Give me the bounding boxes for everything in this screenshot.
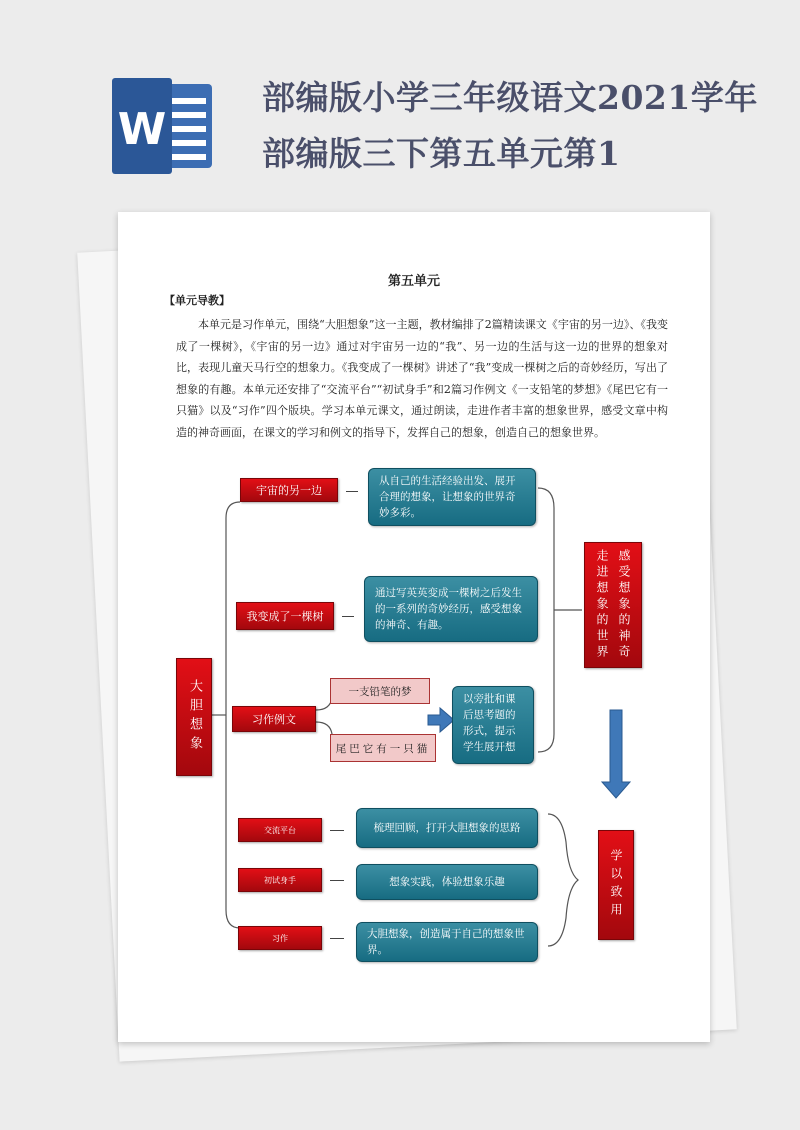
unit-title: 第五单元 [387, 274, 440, 289]
dash-4 [330, 880, 344, 881]
branch-exchange: 交流平台 [238, 818, 322, 842]
dash-5 [330, 938, 344, 939]
root-node: 大胆想象 [176, 658, 212, 776]
arrow-down-icon [602, 710, 630, 798]
desc-examples: 以旁批和课后思考题的形式，提示学生展开想 [452, 686, 534, 764]
word-icon-letter: W [117, 104, 167, 155]
arrow-right-icon [428, 708, 454, 732]
document-page [118, 212, 710, 1042]
mind-map [118, 212, 710, 1042]
dash-2 [342, 616, 354, 617]
sub-tail-cat: 尾巴它有一只猫 [330, 734, 436, 762]
branch-examples: 习作例文 [232, 706, 316, 732]
page-title: 部编版小学三年级语文2021学年部编版三下第五单元第1 [262, 78, 758, 173]
outcome-apply: 学以致用 [598, 830, 634, 940]
section-label: 【单元导教】 [164, 294, 230, 307]
desc-writing: 大胆想象，创造属于自己的想象世界。 [356, 922, 538, 962]
branch-cosmos: 宇宙的另一边 [240, 478, 338, 502]
dash-1 [346, 491, 358, 492]
lower-brace [548, 814, 578, 946]
desc-tree: 通过写英英变成一棵树之后发生的一系列的奇妙经历，感受想象的神奇、有趣。 [364, 576, 538, 642]
desc-try: 想象实践，体验想象乐趣 [356, 864, 538, 900]
branch-writing: 习作 [238, 926, 322, 950]
dash-3 [330, 830, 344, 831]
desc-cosmos: 从自己的生活经验出发、展开合理的想象，让想象的世界奇妙多彩。 [368, 468, 536, 526]
upper-bracket [538, 488, 554, 752]
outcome-feel-imagination: 感受想象的神奇 走进想象的世界 [584, 542, 642, 668]
branch-tree: 我变成了一棵树 [236, 602, 334, 630]
word-icon [112, 78, 216, 174]
desc-exchange: 梳理回顾，打开大胆想象的思路 [356, 808, 538, 848]
sub-pencil-dream: 一支铅笔的梦 [330, 678, 430, 704]
branch-try: 初试身手 [238, 868, 322, 892]
intro-paragraph: 本单元是习作单元，围绕“大胆想象”这一主题，教材编排了2篇精读课文《宇宙的另一边》、《我变成了一棵树》，《宇宙的另一边》通过对宇宙另一边的“我”、另一边的生活与这一边的世界的想象对比，表现儿童天马行空的想象力。《我变成了一棵树》讲述了“我”变成一棵树之后的奇妙经历，写出了想象的有趣。本单元还安排了“交流平台”“初试身手”和2篇习作例文《一支铅笔的梦想》《尾巴它有一只猫》以及“习作”四个版块。学习本单元课文，通过朗读，走进作者丰富的想象世界，感受文章中构造的神奇画面，在课文的学习和例文的指导下，发挥自己的想象，创造自己的想象世界。 [176, 318, 668, 439]
